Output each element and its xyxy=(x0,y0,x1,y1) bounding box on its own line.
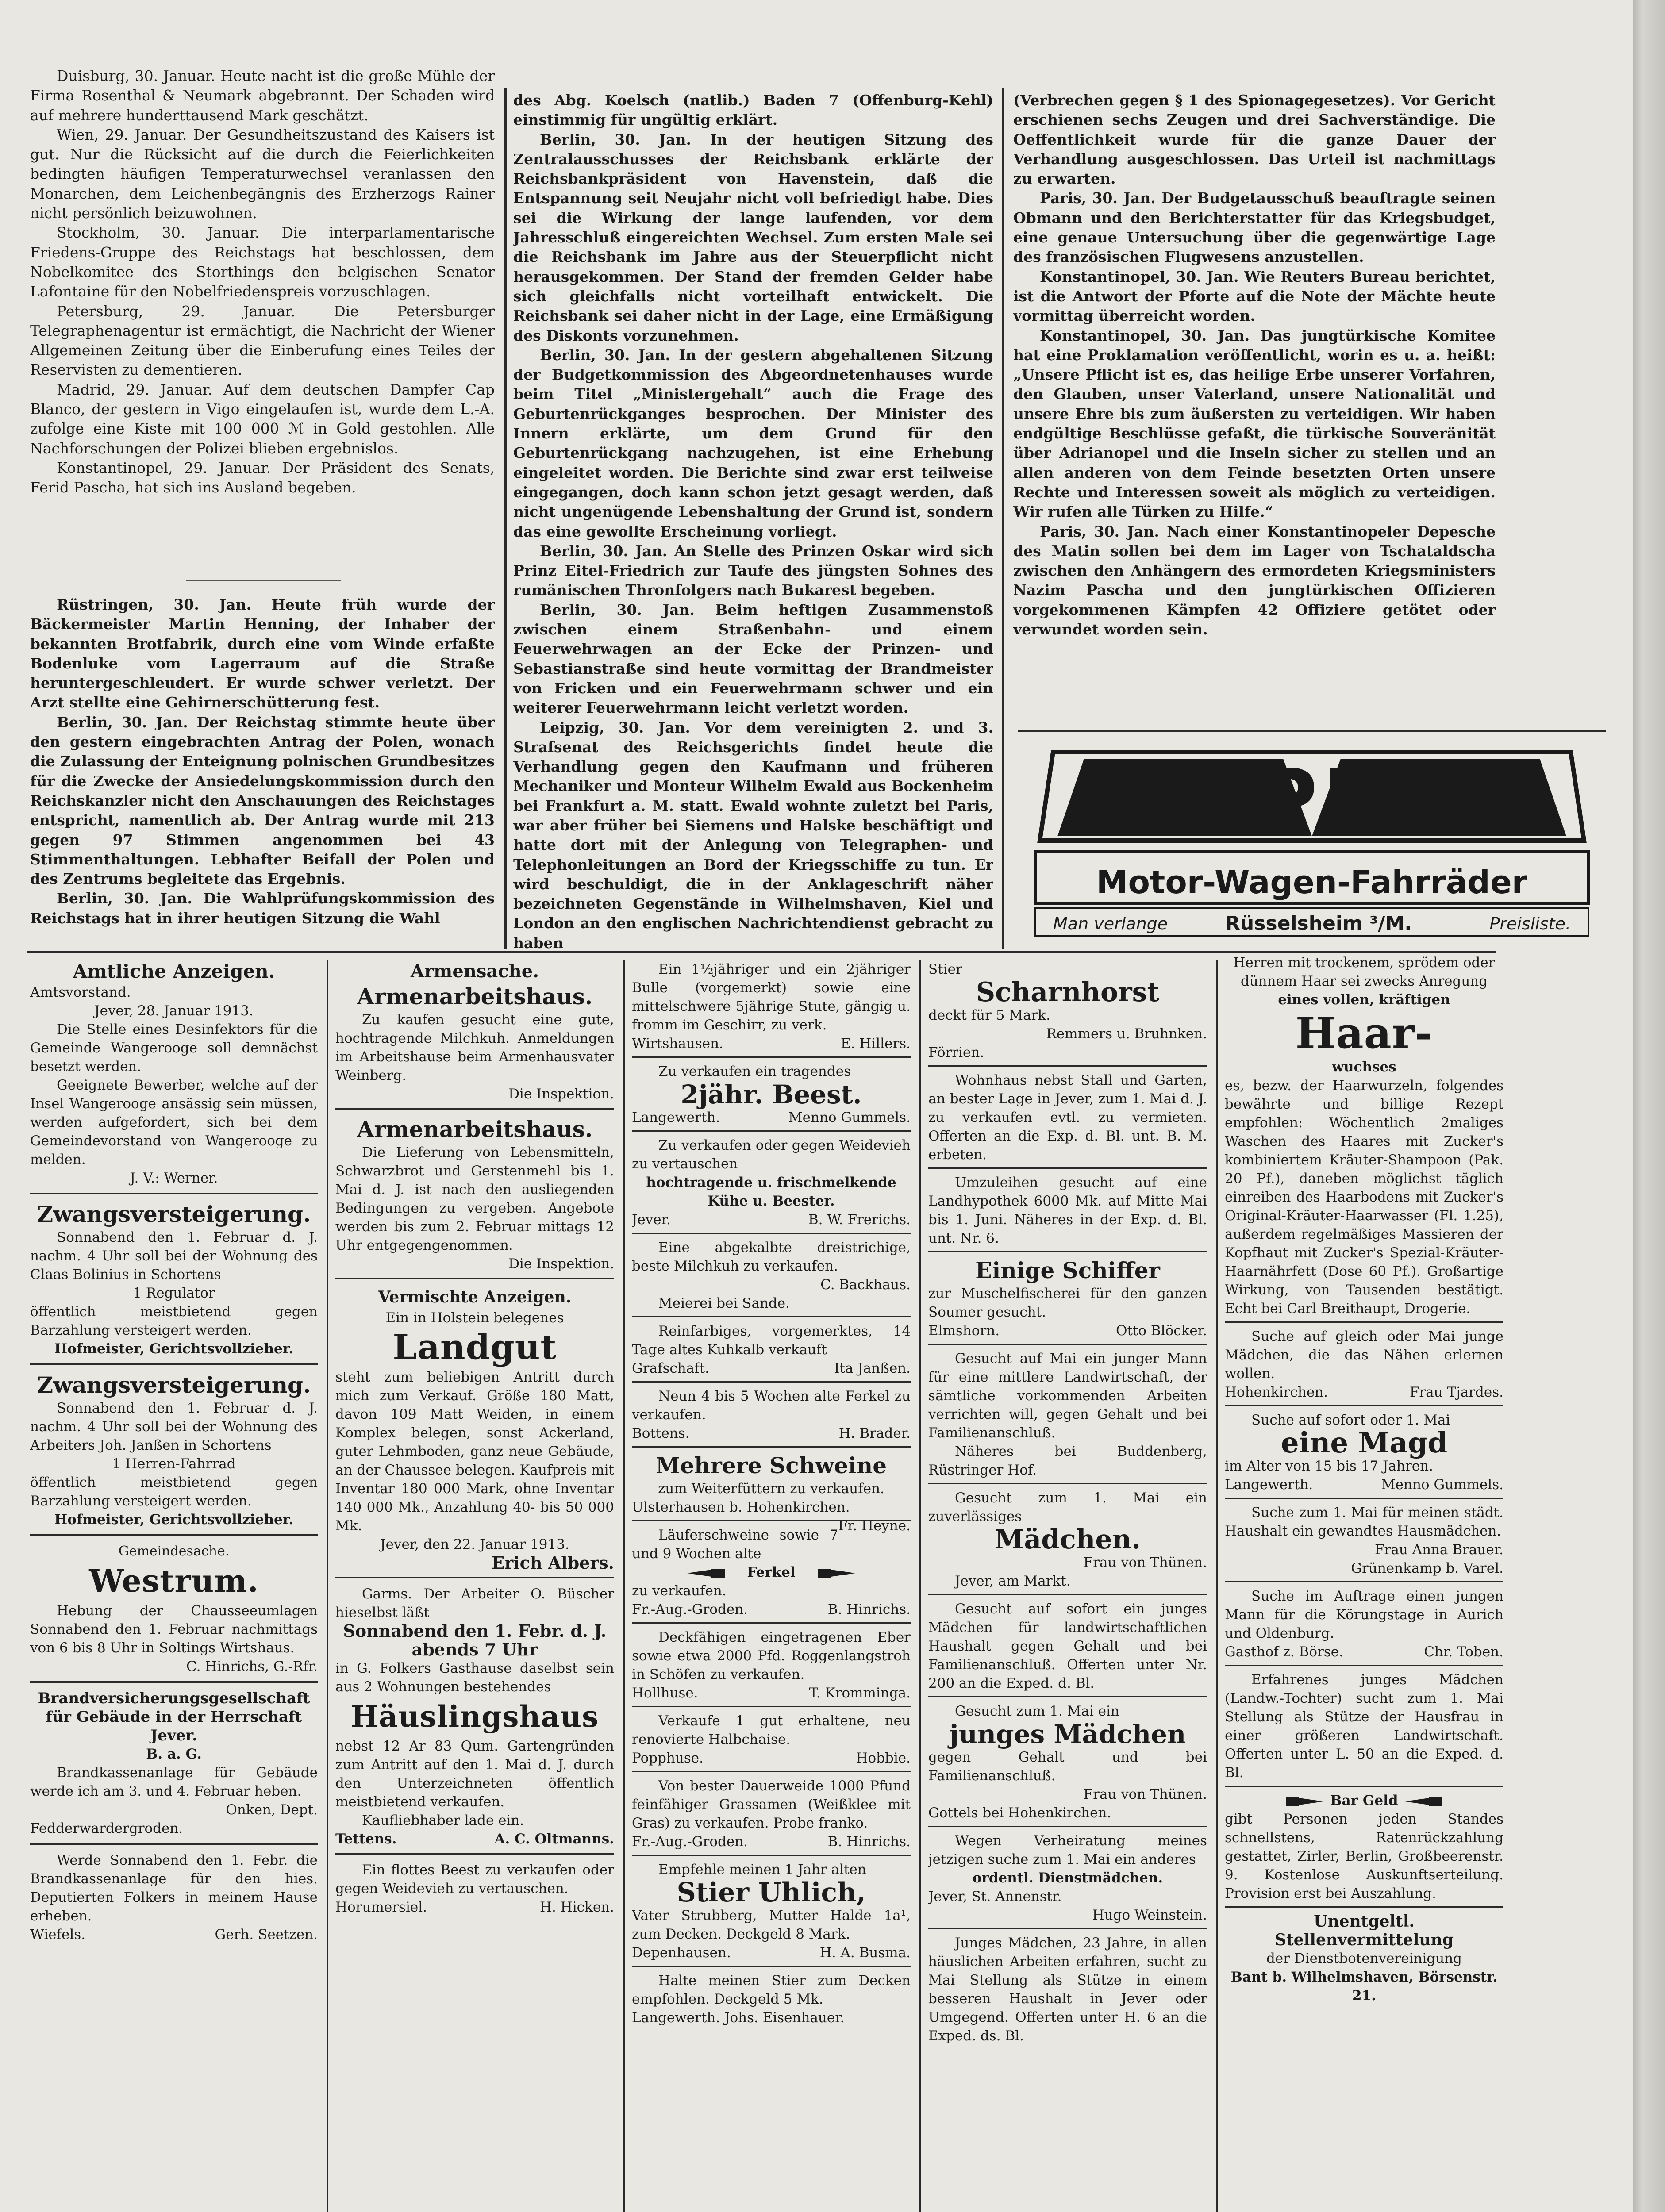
ad-title: Mädchen. xyxy=(994,1524,1141,1555)
ad-kicker: Gemeindesache. xyxy=(118,1544,230,1559)
news-item: Konstantinopel, 29. Januar. Der Präsident des Senats, Ferid Pascha, hat sich ins Ausland begeben. xyxy=(30,459,495,496)
ad-body: Gesucht auf Mai ein junger Mann für eine mittlere Landwirtschaft, der sämtliche vorkommenden Arbeiten verrichten will, gegen Gehalt und bei Familienanschluß. xyxy=(928,1351,1207,1441)
opel-foot-right: Preisliste. xyxy=(1489,914,1571,933)
ad-sign: B. Hinrichs. xyxy=(827,1601,911,1617)
ad-title: Zwangsversteigerung. xyxy=(37,1201,311,1227)
page-edge xyxy=(1633,0,1665,2212)
news-item: Berlin, 30. Jan. Der Reichstag stimmte heute über den gestern eingebrachten Antrag der Polen, wonach die Zulassung der Enteignung polnischen Grundbesitzes für die Zwecke der Ansiedelungskommission durch den Reichskanzler nicht den Anschauungen des Reichstages entspricht, namentlich ab. Der Antrag wurde mit 213 gegen 97 Stimmen angenommen bei 43 Stimmenthaltungen. Lebhafter Beifall der Polen und des Zentrums begleitete das Ergebnis. xyxy=(30,713,495,888)
ad-body: gegen Gehalt und bei Familienanschluß. xyxy=(928,1749,1207,1784)
news-item: Leipzig, 30. Jan. Vor dem vereinigten 2. und 3. Strafsenat des Reichsgerichts findet heute die Verhandlung gegen den Kaufmann und früheren Mechaniker und Monteur Wilhelm Ewald aus Bockenheim bei Frankfurt a. M. statt. Ewald wohnte zuletzt bei Paris, war aber früher bei Siemens und Halske beschäftigt und hatte dort mit der Anlegung von Telegraphen- und Telephonleitungen an Bord der Kriegsschiffe zu tun. Er wird beschuldigt, die in der Anklageschrift näher bezeichneten Gegenstände in Wilhelmshaven, Kiel und London an den englischen Nachrichtendienst gebracht zu haben xyxy=(513,718,993,951)
ad-pre: Zu verkaufen ein tragendes xyxy=(658,1064,851,1079)
ad-title: Landgut xyxy=(392,1327,557,1367)
ad-title: Brandversicherungsgesellschaft für Gebäude in der Herrschaft Jever. xyxy=(38,1690,310,1744)
ad-place: Langewerth. xyxy=(1225,1477,1313,1493)
ad-body: Wegen Verheiratung meines jetzigen suche zum 1. Mai ein anderes xyxy=(928,1833,1207,1867)
ad-pre: Empfehle meinen 1 Jahr alten xyxy=(658,1862,866,1878)
ad-sign: Bant b. Wilhelmshaven, Börsenstr. 21. xyxy=(1230,1969,1498,2004)
ad-title: Bar Geld xyxy=(1330,1793,1398,1809)
ad-sign: Menno Gummels. xyxy=(1381,1477,1503,1493)
ad-title: Stier Uhlich, xyxy=(677,1877,866,1908)
ad-place: Gasthof z. Börse. xyxy=(1225,1644,1343,1660)
ad-pre: Herren mit trockenem, sprödem oder dünnem Haar sei zwecks Anregung xyxy=(1233,955,1495,989)
ad-body: gibt Personen jeden Standes schnellstens, Ratenrückzahlung gestattet, Zirler, Berlin, Großbeerenstr. 9. Kostenlose Auskunftserteilung. Provision erst bei Auszahlung. xyxy=(1225,1811,1503,1901)
ad-place: Depenhausen. xyxy=(632,1945,731,1961)
ad-sign: Ita Janßen. xyxy=(834,1360,911,1376)
ad-place: Förrien. xyxy=(928,1045,984,1060)
opel-brand: OPEL xyxy=(1180,751,1443,848)
ad-body: Werde Sonnabend den 1. Febr. die Brandkassenanlage für den hies. Deputierten Folkers in meinem Hause erheben. xyxy=(30,1852,318,1924)
ad-pre: Suche auf sofort oder 1. Mai xyxy=(1251,1412,1450,1428)
ad-title: Einige Schiffer xyxy=(975,1257,1160,1283)
ad-pre: Stier xyxy=(928,961,962,977)
ad-body: im Alter von 15 bis 17 Jahren. xyxy=(1225,1458,1433,1474)
ad-body: Die Stelle eines Desinfektors für die Gemeinde Wangerooge soll demnächst besetzt werden. xyxy=(30,1022,318,1075)
ad-body: Ein flottes Beest zu verkaufen oder gegen Weidevieh zu vertauschen. xyxy=(335,1862,614,1897)
ad-body: öffentlich meistbietend gegen Barzahlung versteigert werden. xyxy=(30,1304,318,1338)
ad-sign: Frau Anna Brauer. xyxy=(1375,1542,1503,1558)
ad-body: Eine abgekalbte dreistrichige, beste Milchkuh zu verkaufen. xyxy=(632,1240,911,1274)
ad-pre: Gesucht zum 1. Mai ein zuverlässiges xyxy=(928,1490,1207,1525)
ad-body: Junges Mädchen, 23 Jahre, in allen häuslichen Arbeiten erfahren, sucht zu Mai Stellung als Stütze in einem besseren Haushalt in Jever oder Umgegend. Offerten unter H. 6 an die Exped. ds. Bl. xyxy=(928,1935,1207,2044)
ads-column-1 xyxy=(30,960,318,2212)
ad-pre: Gesucht zum 1. Mai ein xyxy=(955,1703,1119,1719)
ad-kicker: Vermischte Anzeigen. xyxy=(378,1288,572,1306)
news-item: Wien, 29. Januar. Der Gesundheitszustand des Kaisers ist gut. Nur die Rücksicht auf die durch die Feierlichkeiten bedingten häufigen Temperaturwechsel veranlassen den Monarchen, dem Leichenbegängnis des Erzherzogs Rainer nicht persönlich beizuwohnen. xyxy=(30,126,495,222)
ad-body: Läuferschweine sowie 7 und 9 Wochen alte xyxy=(632,1527,838,1562)
pointing-hand-icon xyxy=(685,1565,742,1581)
column-rule xyxy=(623,960,625,2212)
ad-sign: Fr. Heyne. xyxy=(838,1518,911,1534)
ad-sign: H. Brader. xyxy=(838,1425,911,1441)
ad-body: öffentlich meistbietend gegen Barzahlung versteigert werden. xyxy=(30,1475,318,1509)
opel-advertisement xyxy=(1018,734,1606,942)
ad-place: Jever, St. Annenstr. xyxy=(928,1889,1062,1905)
ad-place: Hohenkirchen. xyxy=(1225,1384,1328,1400)
ad-body: Suche zum 1. Mai für meinen städt. Haushalt ein gewandtes Hausmädchen. xyxy=(1225,1505,1503,1539)
ad-body: Neun 4 bis 5 Wochen alte Ferkel zu verkaufen. xyxy=(632,1388,911,1423)
section-header: Amtliche Anzeigen. xyxy=(73,960,275,982)
ad-place: Jever, am Markt. xyxy=(955,1573,1071,1589)
ad-body: Suche auf gleich oder Mai junge Mädchen, die das Nähen erlernen wollen. xyxy=(1225,1329,1503,1382)
ad-body: Verkaufe 1 gut erhaltene, neu renovierte Halbchaise. xyxy=(632,1713,911,1747)
opel-foot-left: Man verlange xyxy=(1053,914,1168,933)
ad-place: Grafschaft. xyxy=(632,1360,710,1376)
ad-bold: Ferkel xyxy=(747,1564,796,1580)
ad-sub: B. a. G. xyxy=(146,1746,202,1762)
ad-place: Wirtshausen. xyxy=(632,1036,723,1052)
news-item: Petersburg, 29. Januar. Die Petersburger Telegraphenagentur ist ermächtigt, die Nachricht der Wiener Allgemeinen Zeitung über die Einberufung eines Teiles der Reservisten zu dementieren. xyxy=(30,302,495,379)
ad-bold: eines vollen, kräftigen xyxy=(1278,992,1450,1008)
news-item: (Verbrechen gegen § 1 des Spionagegesetzes). Vor Gericht erschienen sechs Zeugen und drei Sachverständige. Die Oeffentlichkeit wurde für die ganze Dauer der Verhandlung ausgeschlossen. Das Urteil ist nachmittags zu erwarten. xyxy=(1013,92,1496,188)
news-item: Berlin, 30. Jan. Beim heftigen Zusammenstoß zwischen einem Straßenbahn- und einem Feuerwehrwagen an der Ecke der Prinzen- und Sebastianstraße sind heute vormittag der Brandmeister von Fricken und ein Feuerwehrmann schwer und ein weiterer Feuerwehrmann leicht verletzt worden. xyxy=(513,601,993,717)
ad-sign: Frau Tjardes. xyxy=(1409,1384,1503,1400)
ad-date: Jever, den 22. Januar 1913. xyxy=(380,1536,569,1552)
ad-body: Von bester Dauerweide 1000 Pfund feinfähiger Grassamen (Weißklee mit Gras) zu verkaufen. Probe franko. xyxy=(632,1778,911,1831)
ads-column-3 xyxy=(632,960,911,2212)
ad-sign: Langewerth. Johs. Eisenhauer. xyxy=(632,2010,845,2026)
news-column-1 xyxy=(30,66,495,575)
ad-date: abends 7 Uhr xyxy=(411,1640,538,1659)
news-item: Berlin, 30. Jan. An Stelle des Prinzen Oskar wird sich Prinz Eitel-Friedrich zur Taufe des jüngsten Sohnes des rumänischen Thronfolgers nach Bukarest begeben. xyxy=(513,542,993,599)
ad-body: Hebung der Chausseeumlagen Sonnabend den 1. Februar nachmittags von 6 bis 8 Uhr in Soltings Wirtshaus. xyxy=(30,1603,318,1656)
ad-sign: C. Backhaus. xyxy=(820,1277,911,1293)
ad-place: Fedderwardergroden. xyxy=(30,1820,183,1836)
section-header: Armensache. xyxy=(410,961,539,982)
ad-bold: ordentl. Dienstmädchen. xyxy=(972,1870,1163,1886)
ad-body: Zu verkaufen oder gegen Weidevieh zu vertauschen xyxy=(632,1137,911,1172)
ad-date: Sonnabend den 1. Febr. d. J. xyxy=(343,1621,607,1641)
column-rule xyxy=(1002,88,1004,949)
ad-sign: Die Inspektion. xyxy=(508,1256,614,1272)
ad-place: Langewerth. xyxy=(632,1110,720,1125)
news-item: Berlin, 30. Jan. In der gestern abgehaltenen Sitzung der Budgetkommission des Abgeordnetenhauses wurde beim Titel „Ministergehalt“ auch die Frage des Geburtenrückganges besprochen. Der Minister des Innern erklärte, um dem Grund für den Geburtenrückgang nachzugehen, ist eine Erhebung eingeleitet worden. Die Berichte sind zwar erst teilweise eingegangen, doch kann schon jetzt gesagt werden, daß nicht ungenügende Lebenshaltung der Grund ist, sondern das eine gewollte Erscheinung vorliegt. xyxy=(513,346,993,540)
ad-sign: Menno Gummels. xyxy=(788,1110,911,1125)
ad-body: zum Weiterfüttern zu verkaufen. xyxy=(658,1481,884,1497)
ad-body: in G. Folkers Gasthause daselbst sein aus 2 Wohnungen bestehendes xyxy=(335,1660,614,1695)
ad-place: Popphuse. xyxy=(632,1750,704,1766)
ad-item: 1 Regulator xyxy=(133,1285,215,1301)
ad-line: Amtsvorstand. xyxy=(30,984,131,1000)
column-rule xyxy=(1216,960,1218,2212)
ad-pre: Ein in Holstein belegenes xyxy=(385,1310,564,1326)
pointing-hand-icon xyxy=(800,1565,857,1581)
news-item: Rüstringen, 30. Jan. Heute früh wurde der Bäckermeister Martin Henning, der Inhaber der bekannten Brotfabrik, durch eine vom Winde erfaßte Bodenluke vom Lagerraum auf die Straße heruntergeschleudert. Er wurde schwer verletzt. Der Arzt stellte eine Gehirnerschütterung fest. xyxy=(30,596,495,711)
ad-place: Jever. xyxy=(632,1212,671,1228)
ad-bold: hochtragende u. frischmelkende Kühe u. Beester. xyxy=(646,1175,896,1209)
ad-body: Suche im Auftrage einen jungen Mann für die Körungstage in Aurich und Oldenburg. xyxy=(1225,1588,1503,1641)
ad-body: Ein 1½jähriger und ein 2jähriger Bulle (vorgemerkt) sowie eine mittelschwere 5jährige Stute, gängig u. fromm im Geschirr, zu verk. xyxy=(632,961,911,1033)
ad-sign: E. Hillers. xyxy=(840,1036,911,1052)
ad-body: der Dienstbotenvereinigung xyxy=(1266,1951,1462,1966)
ad-body: zur Muschelfischerei für den ganzen Soumer gesucht. xyxy=(928,1286,1207,1320)
ad-sign: Hobbie. xyxy=(856,1750,911,1766)
ad-title: Armenarbeitshaus. xyxy=(357,983,593,1010)
ad-sign: Frau von Thünen. xyxy=(1083,1786,1207,1802)
ad-place: Hollhuse. xyxy=(632,1685,698,1701)
ad-body: Vater Strubberg, Mutter Halde 1a¹, zum Decken. Deckgeld 8 Mark. xyxy=(632,1908,911,1942)
ad-body: Zu kaufen gesucht eine gute, hochtragende Milchkuh. Anmeldungen im Arbeitshause beim Armenhausvater Weinberg. xyxy=(335,1012,614,1083)
ad-sign: T. Kromminga. xyxy=(809,1685,911,1701)
ad-sign: A. C. Oltmanns. xyxy=(494,1831,614,1847)
ad-sign: Gerh. Seetzen. xyxy=(215,1927,318,1943)
ad-place: Grünenkamp b. Varel. xyxy=(1351,1560,1503,1576)
ad-sign: Hofmeister, Gerichtsvollzieher. xyxy=(54,1512,294,1528)
ad-title: Zwangsversteigerung. xyxy=(37,1372,311,1398)
column-rule xyxy=(919,960,921,2212)
ad-place: Gottels bei Hohenkirchen. xyxy=(928,1805,1111,1821)
opel-subtitle: Motor-Wagen-Fahrräder xyxy=(1096,864,1528,901)
ad-place: Meierei bei Sande. xyxy=(658,1295,790,1311)
column-rule xyxy=(327,960,328,2212)
ad-body: Sonnabend den 1. Februar d. J. nachm. 4 Uhr soll bei der Wohnung des Claas Bolinius in Schortens xyxy=(30,1229,318,1283)
ads-column-2 xyxy=(335,960,614,2212)
ad-body: Brandkassenanlage für Gebäude werde ich am 3. und 4. Februar heben. xyxy=(30,1765,318,1799)
ad-sign: Erich Albers. xyxy=(492,1553,614,1573)
ad-title: 2jähr. Beest. xyxy=(681,1079,862,1110)
ad-place: Fr.-Aug.-Groden. xyxy=(632,1834,748,1850)
ad-place: Horumersiel. xyxy=(335,1899,427,1915)
ad-place: Tettens. xyxy=(335,1831,397,1847)
ad-body: Wohnhaus nebst Stall und Garten, an bester Lage in Jever, zum 1. Mai d. J. zu verkaufen evtl. zu vermieten. Offerten an die Exp. d. Bl. unt. B. M. erbeten. xyxy=(928,1072,1207,1163)
opel-footer xyxy=(1044,912,1580,935)
ad-sign: Hofmeister, Gerichtsvollzieher. xyxy=(54,1341,294,1357)
column-rule xyxy=(504,88,507,949)
ad-title: Mehrere Schweine xyxy=(655,1452,887,1479)
ad-body: Erfahrenes junges Mädchen (Landw.-Tochter) sucht zum 1. Mai Stellung als Stütze der Hausfrau in einer größeren Landwirtschaft. Offerten unter L. 50 an die Exped. d. Bl. xyxy=(1225,1672,1503,1781)
ad-sign: Chr. Toben. xyxy=(1424,1644,1503,1660)
ad-body: Kaufliebhaber lade ein. xyxy=(362,1813,524,1828)
news-item: Berlin, 30. Jan. In der heutigen Sitzung des Zentralausschusses der Reichsbank erklärte der Reichsbankpräsident von Havenstein, daß die Entspannung seit Neujahr nicht voll befriedigt habe. Dies sei die Wirkung der lange laufenden, vor dem Jahresschluß eingereichten Wechsel. Zum ersten Male sei die Reichsbank im Jahre aus der Steuerpflicht nicht herausgekommen. Der Stand der fremden Gelder habe sich gleichfalls nicht vorteilhaft entwickelt. Die Reichsbank sei daher nicht in der Lage, eine Ermäßigung des Diskonts vorzunehmen. xyxy=(513,131,993,344)
ad-body: zu verkaufen. xyxy=(632,1583,727,1599)
ad-place: Fr.-Aug.-Groden. xyxy=(632,1601,748,1617)
news-item: Paris, 30. Jan. Nach einer Konstantinopeler Depesche des Matin sollen bei dem im Lager von Tschataldscha zwischen den Anhängern des ermordeten Kriegsministers Nazim Pascha und den jungtürkischen Offizieren vorgekommenen Kämpfen 42 Offiziere getötet oder verwundet worden sein. xyxy=(1013,522,1496,638)
ad-body: Sonnabend den 1. Februar d. J. nachm. 4 Uhr soll bei der Wohnung des Arbeiters Joh. Janßen in Schortens xyxy=(30,1400,318,1453)
ad-place: Elmshorn. xyxy=(928,1323,1000,1339)
ad-sub: wuchses xyxy=(1332,1059,1396,1075)
news-item: des Abg. Koelsch (natlib.) Baden 7 (Offenburg-Kehl) einstimmig für ungültig erklärt. xyxy=(513,92,993,129)
ad-title: Westrum. xyxy=(89,1563,259,1599)
ad-title: Häuslingshaus xyxy=(350,1699,599,1734)
ad-body: Die Lieferung von Lebensmitteln, Schwarzbrot und Gerstenmehl bis 1. Mai d. J. ist nach den ausliegenden Bedingungen zu vergeben. Angebote werden bis zum 2. Februar mittags 12 Uhr entgegengenommen. xyxy=(335,1144,614,1253)
news-item: Konstantinopel, 30. Jan. Das jungtürkische Komitee hat eine Proklamation veröffentlicht, worin es u. a. heißt: „Unsere Pflicht ist es, das heilige Erbe unserer Vorfahren, den Glauben, unser Vaterland, unsere Nationalität und unsere Ehre bis zum äußersten zu verteidigen. Wir haben endgültige Beschlüsse gefaßt, die türkische Souveränität über Adrianopel und die Inseln sicher zu stellen und an allen anderen von dem Feinde besetzten Orten unsere Rechte und Interessen soweit als möglich zu verteidigen. Wir rufen alle Türken zu Hilfe.“ xyxy=(1013,326,1496,521)
ad-sign: Frau von Thünen. xyxy=(1083,1555,1207,1571)
ads-column-4 xyxy=(928,960,1207,2212)
ad-body: nebst 12 Ar 83 Qum. Gartengründen zum Antritt auf den 1. Mai d. J. durch den Unterzeichneten öffentlich meistbietend verkaufen. xyxy=(335,1738,614,1810)
news-item: Madrid, 29. Januar. Auf dem deutschen Dampfer Cap Blanco, der gestern in Vigo eingelaufen ist, wurde dem L.-A. zufolge eine Kiste mit 100 000 ℳ in Gold gestohlen. Alle Nachforschungen der Polizei blieben ergebnislos. xyxy=(30,380,495,457)
ad-title: eine Magd xyxy=(1280,1426,1448,1459)
ad-body: Garms. Der Arbeiter O. Büscher hieselbst läßt xyxy=(335,1586,614,1621)
opel-foot-mid: Rüsselsheim ³/M. xyxy=(1225,912,1412,935)
news-column-3 xyxy=(1013,91,1496,710)
ad-sign: H. Hicken. xyxy=(539,1899,614,1915)
ads-column-5 xyxy=(1225,953,1503,2212)
ad-title: Haar- xyxy=(1295,1008,1433,1058)
ad-title: junges Mädchen xyxy=(949,1719,1186,1749)
ad-sign: H. A. Busma. xyxy=(819,1945,911,1961)
news-column-1-local xyxy=(30,595,495,949)
news-item: Stockholm, 30. Januar. Die interparlamentarische Friedens-Gruppe des Reichstags hat beschlossen, dem Nobelkomitee des Storthings den belgischen Senator Lafontaine für den Nobelfriedenspreis vorzuschlagen. xyxy=(30,224,495,300)
ad-place: Ulsterhausen b. Hohenkirchen. xyxy=(632,1499,850,1515)
ad-sign: Die Inspektion. xyxy=(508,1086,614,1102)
ad-title: Armenarbeitshaus. xyxy=(357,1116,593,1142)
ad-title: Scharnhorst xyxy=(976,977,1160,1008)
ad-sign: C. Hinrichs, G.-Rfr. xyxy=(186,1659,318,1674)
ad-sign: B. Hinrichs. xyxy=(827,1834,911,1850)
ad-sign: J. V.: Werner. xyxy=(130,1170,218,1186)
news-item: Konstantinopel, 30. Jan. Wie Reuters Bureau berichtet, ist die Antwort der Pforte auf die Note der Mächte heute vormittag überreicht worden. xyxy=(1013,268,1496,325)
ad-title: Unentgeltl. Stellenvermittelung xyxy=(1275,1912,1454,1949)
ad-sign: Otto Blöcker. xyxy=(1116,1323,1207,1339)
news-column-2 xyxy=(513,91,993,951)
pointing-hand-icon xyxy=(1268,1793,1326,1809)
pointing-hand-icon xyxy=(1403,1793,1460,1809)
ad-place: Bottens. xyxy=(632,1425,690,1441)
news-item: Duisburg, 30. Januar. Heute nacht ist die große Mühle der Firma Rosenthal & Neumark abgebrannt. Der Schaden wird auf mehrere hunderttausend Mark geschätzt. xyxy=(30,67,495,124)
ad-body: deckt für 5 Mark. xyxy=(928,1007,1051,1023)
ad-sign: Remmers u. Bruhnken. xyxy=(1046,1026,1207,1042)
ad-place: Wiefels. xyxy=(30,1927,86,1943)
ad-divider xyxy=(1018,730,1606,732)
ad-sign: Onken, Dept. xyxy=(226,1802,318,1818)
ad-body: es, bezw. der Haarwurzeln, folgendes bewährte und billige Rezept empfohlen: Wöchentlich 2maliges Waschen des Haares mit Zucker's kombiniertem Kräuter-Shampoon (Pak. 20 Pf.), daneben möglichst täglich einreiben des Haarbodens mit Zucker's Original-Kräuter-Haarwasser (Fl. 1.25), außerdem regelmäßiges Massieren der Kopfhaut mit Zucker's Spezial-Kräuter-Haarnährfett (Dose 60 Pf.). Großartige Wirkung, von Tausenden bestätigt. Echt bei Carl Breithaupt, Drogerie. xyxy=(1225,1078,1503,1317)
news-item: Paris, 30. Jan. Der Budgetausschuß beauftragte seinen Obmann und den Berichterstatter für das Kriegsbudget, eine genaue Untersuchung über die gegenwärtige Lage des französischen Flugwesens anzustellen. xyxy=(1013,189,1496,266)
ad-line: Jever, 28. Januar 1913. xyxy=(94,1003,254,1019)
ad-sign: B. W. Frerichs. xyxy=(808,1212,911,1228)
section-divider xyxy=(186,580,341,581)
ad-body: steht zum beliebigen Antritt durch mich zum Verkauf. Größe 180 Matt, davon 109 Matt Weiden, in einem Komplex belegen, sonst Ackerland, guter Lehmboden, ganz neue Gebäude, an der Chaussee belegen. Kaufpreis mit Inventar 180 000 Mark, ohne Inventar 140 000 Mk., Anzahlung 40- bis 50 000 Mk. xyxy=(335,1369,614,1534)
news-item: Berlin, 30. Jan. Die Wahlprüfungskommission des Reichstags hat in ihrer heutigen Sitzung die Wahl xyxy=(30,890,495,927)
ad-body: Reinfarbiges, vorgemerktes, 14 Tage altes Kuhkalb verkauft xyxy=(632,1323,911,1358)
ad-body: Näheres bei Buddenberg, Rüstringer Hof. xyxy=(928,1444,1207,1478)
ad-body: Umzuleihen gesucht auf eine Landhypothek 6000 Mk. auf Mitte Mai bis 1. Juni. Näheres in der Exp. d. Bl. unt. Nr. 6. xyxy=(928,1175,1207,1246)
ad-item: 1 Herren-Fahrrad xyxy=(112,1456,236,1472)
ad-body: Gesucht auf sofort ein junges Mädchen für landwirtschaftlichen Haushalt gegen Gehalt und bei Familienanschluß. Offerten unter Nr. 200 an die Exped. d. Bl. xyxy=(928,1601,1207,1691)
ad-sign: Hugo Weinstein. xyxy=(1092,1907,1207,1923)
ad-body: Halte meinen Stier zum Decken empfohlen. Deckgeld 5 Mk. xyxy=(632,1973,911,2007)
ad-body: Deckfähigen eingetragenen Eber sowie etwa 2000 Pfd. Roggenlangstroh in Schöfen zu verkaufen. xyxy=(632,1629,911,1682)
ad-body: Geeignete Bewerber, welche auf der Insel Wangerooge ansässig sein müssen, werden aufgefordert, sich bei dem Gemeindevorstand von Wangerooge zu melden. xyxy=(30,1077,318,1167)
